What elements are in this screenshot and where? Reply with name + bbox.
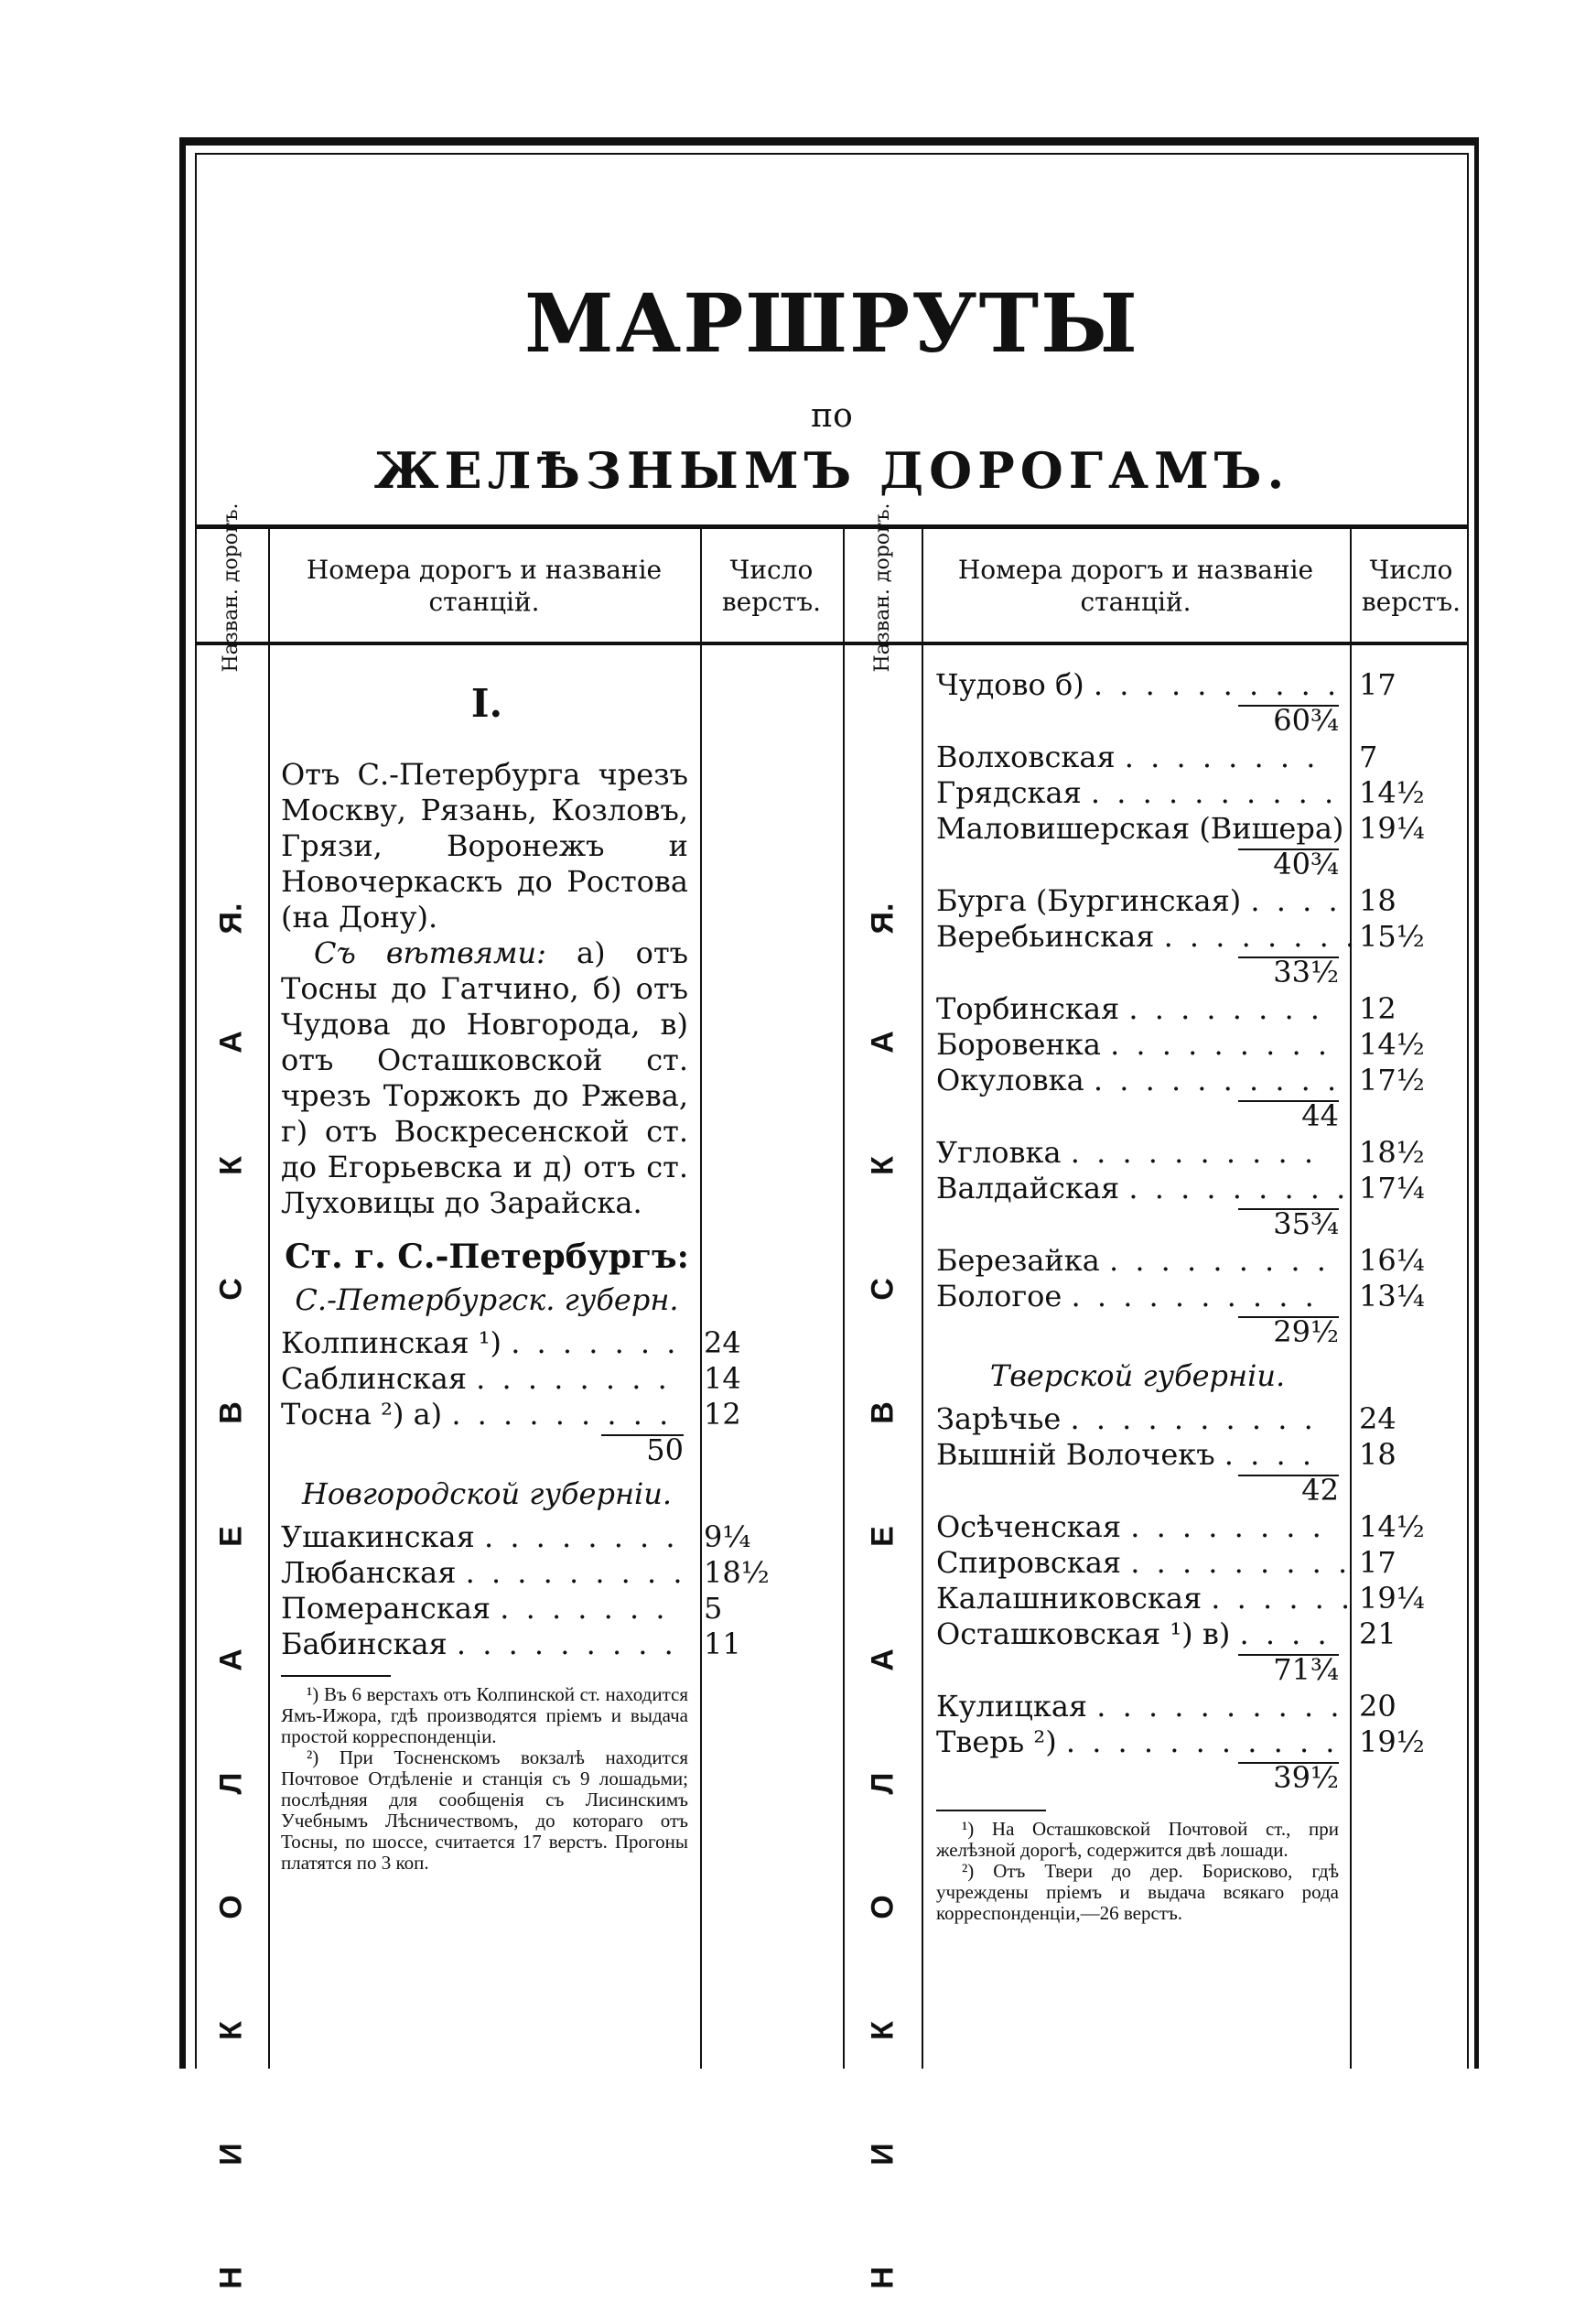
station-name: [936, 1243, 1339, 1279]
station-name-text: Волховская: [936, 740, 1116, 774]
station-name: [936, 667, 1339, 703]
station-name: [936, 1689, 1343, 1724]
versts-value: 17½: [1359, 1063, 1425, 1097]
station-row: [936, 1437, 1469, 1473]
station-row: [936, 1545, 1469, 1581]
leader-dots: . . . . . . . .: [1163, 919, 1359, 954]
station-row: [936, 883, 1469, 919]
sum-value: 50: [646, 1432, 684, 1467]
station-row: [936, 775, 1469, 811]
station-row: [936, 1689, 1469, 1724]
leader-dots: . . . . . . . .: [476, 1361, 671, 1396]
station-row: [936, 919, 1469, 955]
leader-dots: . . . . . . . . .: [465, 1555, 686, 1590]
gubernia-heading: С.-Петербургск. губерн.: [295, 1282, 679, 1317]
right-route-column: [936, 667, 1476, 1924]
station-name: [936, 1581, 1354, 1616]
leader-dots: . . . . . . . . . . .: [1065, 1724, 1339, 1759]
station-name: [936, 991, 1339, 1027]
leader-dots: . . . . . . . .: [1128, 991, 1323, 1026]
leader-dots: . . . .: [1250, 883, 1342, 918]
header-road-name-right: [848, 503, 918, 673]
station-row: [936, 1063, 1469, 1098]
versts-value: 9¼: [704, 1519, 751, 1554]
leader-dots: . . . . . . . . .: [1108, 1243, 1330, 1278]
versts-value: 18½: [1359, 1135, 1425, 1170]
station-group: [281, 1519, 839, 1662]
station-name-text: Померанская: [281, 1591, 491, 1626]
station-row: [936, 740, 1469, 775]
leader-dots: . . . . . . . . . .: [1090, 775, 1338, 810]
station-name: [936, 1545, 1352, 1581]
road-label-letter: С: [865, 1278, 900, 1301]
road-label-letter: К: [865, 1156, 900, 1175]
station-group: [281, 1325, 839, 1432]
versts-value: 19¼: [1359, 1581, 1425, 1616]
station-name-text: Зарѣчье: [936, 1401, 1062, 1436]
versts-value: 16¼: [1359, 1243, 1425, 1278]
station-name: [281, 1397, 684, 1432]
road-label-letter: В: [865, 1401, 900, 1424]
leader-dots: . . . . . . . . . .: [1071, 1279, 1318, 1313]
versts-value: 12: [1359, 991, 1396, 1026]
station-name-text: Маловишерская (Вишера): [936, 811, 1344, 846]
station-name-text: Бологое: [936, 1279, 1062, 1313]
page-inner-frame: [195, 153, 1469, 2289]
group-sum: [936, 1652, 1339, 1689]
left-route-column: [281, 667, 839, 1874]
station-name: [936, 1279, 1339, 1314]
leader-dots: . . . . . . . . .: [451, 1397, 673, 1432]
group-sum: [281, 1432, 684, 1469]
leader-dots: . . . . . . . .: [1130, 1509, 1325, 1544]
versts-value: 20: [1359, 1689, 1396, 1724]
versts-value: 12: [704, 1397, 741, 1432]
versts-value: 17: [1359, 667, 1396, 702]
station-row: [936, 1171, 1469, 1206]
road-label-letter: Я.: [865, 903, 900, 935]
sum-value: 40¾: [1273, 847, 1339, 881]
route-branches: [281, 935, 688, 1221]
road-label-letter: С: [213, 1278, 249, 1301]
station-row: [936, 811, 1469, 847]
road-label-letter: И: [213, 2143, 249, 2166]
station-name-text: Бурга (Бургинская): [936, 883, 1242, 918]
road-label-letter: Л: [213, 1772, 249, 1795]
station-group: [936, 1401, 1476, 1473]
station-name: [936, 740, 1339, 775]
versts-value: 15½: [1359, 919, 1425, 954]
versts-value: 19¼: [1359, 811, 1425, 846]
station-group: [936, 883, 1476, 955]
footnote: ¹) На Осташковской Почтовой ст., при желѣзной дорогѣ, содержится двѣ лошади.: [936, 1818, 1339, 1861]
group-sum: [936, 847, 1339, 883]
station-name-text: Чудово б): [936, 667, 1084, 702]
road-label-letter: Е: [865, 1526, 900, 1547]
sum-value: 35¾: [1273, 1206, 1339, 1241]
road-label-letter: Н: [865, 2266, 900, 2289]
leader-dots: . . . .: [1239, 1616, 1331, 1651]
station-name-text: Валдайская: [936, 1171, 1120, 1205]
route-description: Отъ С.-Петербурга чрезъ Москву, Рязань, Козловъ, Грязи, Воронежъ и Новочеркаскъ до Ростова (на Дону).: [281, 757, 688, 935]
station-row: [936, 667, 1469, 703]
page-frame: [179, 137, 1479, 2289]
station-name-text: Боровенка: [936, 1027, 1101, 1062]
station-name-text: Саблинская: [281, 1361, 467, 1396]
station-group: [936, 1689, 1476, 1760]
sum-value: 33½: [1273, 955, 1339, 989]
page-subtitle-po: по: [811, 397, 853, 435]
station-heading: Ст. г. С.-Петербургъ:: [285, 1238, 689, 1276]
station-name-text: Грядская: [936, 775, 1082, 810]
station-row: [281, 1397, 830, 1432]
leader-dots: . . . .: [1224, 1437, 1315, 1472]
leader-dots: . . . . . . .: [500, 1591, 669, 1626]
group-sum: [936, 1473, 1339, 1509]
header-versts-right: Число верстъ.: [1361, 555, 1461, 617]
col-divider: [843, 529, 845, 2069]
station-name: [936, 883, 1342, 919]
sum-value: 39½: [1273, 1760, 1339, 1795]
versts-value: 14½: [1359, 775, 1425, 810]
versts-value: 18: [1359, 1437, 1396, 1472]
leader-dots: . . . . . . . .: [483, 1519, 679, 1554]
footnote-rule: [281, 1675, 391, 1677]
versts-value: 24: [704, 1325, 741, 1360]
leader-dots: . . . . . .: [1211, 1581, 1354, 1616]
branches-text: а) отъ Тосны до Гатчино, б) отъ Чудова до Новгорода, в) отъ Осташковской ст. чрезъ Торжокъ до Ржева, г) отъ Воскресенской ст. до Егорьевска и д) отъ ст. Луховицы до Зарайска.: [281, 935, 689, 1220]
station-name: [936, 919, 1359, 955]
station-name-text: Торбинская: [936, 991, 1120, 1026]
station-name-text: Калашниковская: [936, 1581, 1202, 1616]
station-name-text: Ушакинская: [281, 1519, 475, 1554]
group-sum: [936, 1314, 1339, 1351]
sum-value: 71¾: [1273, 1652, 1339, 1687]
versts-value: 14½: [1359, 1509, 1425, 1544]
gubernia-heading: Тверской губерніи.: [989, 1358, 1286, 1393]
road-label-letter: А: [865, 1031, 900, 1054]
station-name: [936, 1401, 1339, 1437]
group-sum: [936, 955, 1339, 991]
leader-dots: . . . . . . . . . .: [1093, 667, 1341, 702]
station-row: [936, 1027, 1469, 1063]
group-sum: [936, 1760, 1339, 1797]
versts-value: 13¼: [1359, 1279, 1425, 1313]
header-road-name-label: Назван. дорогъ.: [219, 503, 243, 673]
page-title: МАРШРУТЫ: [524, 276, 1139, 371]
leader-dots: . . . . . . . . . .: [1070, 1401, 1317, 1436]
station-name-text: Осѣченская: [936, 1509, 1122, 1544]
station-name: [936, 1724, 1339, 1760]
station-name-text: Угловка: [936, 1135, 1062, 1170]
station-name-text: Вышній Волочекъ: [936, 1437, 1215, 1472]
station-name: [936, 775, 1339, 811]
station-row: [936, 991, 1469, 1027]
header-rule-top: [197, 524, 1467, 529]
station-row: [936, 1509, 1469, 1545]
sum-value: 60¾: [1273, 703, 1339, 738]
versts-value: 24: [1359, 1401, 1396, 1436]
road-label-letter: В: [213, 1401, 249, 1424]
road-label-letter: Я.: [213, 903, 249, 935]
col-divider: [268, 529, 270, 2069]
road-label-letter: К: [865, 2021, 900, 2040]
road-label-letter: О: [865, 1895, 900, 1919]
header-stations-right: Номера дорогъ и названіе станцій.: [957, 555, 1314, 617]
footnote-rule: [936, 1810, 1046, 1811]
road-label-letter: К: [213, 2021, 249, 2040]
station-name: [936, 1616, 1339, 1652]
leader-dots: . . . . . . . . . .: [1070, 1135, 1318, 1170]
station-row: [936, 1724, 1469, 1760]
gubernia-heading: Новгородской губерніи.: [301, 1476, 673, 1511]
leader-dots: . . . . . . . . . .: [1096, 1689, 1343, 1724]
station-name-text: Веребьинская: [936, 919, 1155, 954]
station-name: [281, 1555, 684, 1591]
station-name: [936, 1509, 1339, 1545]
route-number: I.: [470, 681, 503, 726]
station-name-text: Тверь ²): [936, 1724, 1057, 1759]
station-name-text: Тосна ²) а): [281, 1397, 443, 1432]
station-name: [281, 1627, 684, 1662]
station-name: [936, 1171, 1350, 1206]
station-group: [936, 991, 1476, 1098]
station-group: [936, 740, 1476, 847]
header-stations-left: Номера дорогъ и названіе станцій.: [306, 555, 663, 617]
road-label-right: [848, 654, 918, 2289]
station-row: [936, 1616, 1469, 1652]
station-name-text: Окуловка: [936, 1063, 1084, 1097]
group-sum: [936, 1098, 1339, 1135]
station-name-text: Кулицкая: [936, 1689, 1088, 1724]
station-name-text: Колпинская ¹): [281, 1325, 502, 1360]
road-label-letter: А: [213, 1648, 249, 1671]
leader-dots: . . . . . . . . . .: [1093, 1063, 1341, 1097]
station-name: [281, 1325, 684, 1361]
station-name: [281, 1361, 684, 1397]
versts-value: 17: [1359, 1545, 1396, 1580]
station-name: [936, 811, 1344, 847]
station-row: [281, 1591, 830, 1627]
station-row: [936, 1581, 1469, 1616]
header-rule-bottom: [197, 642, 1467, 645]
station-group: [936, 667, 1476, 703]
footnote: ¹) Въ 6 верстахъ отъ Колпинской ст. находится Ямъ-Ижора, гдѣ производятся пріемъ и выдача простой корреспонденціи.: [281, 1683, 688, 1747]
header-versts-left: Число верстъ.: [721, 555, 822, 617]
versts-value: 11: [704, 1627, 741, 1661]
leader-dots: . . . . . . . . .: [1128, 1171, 1350, 1205]
station-row: [281, 1325, 830, 1361]
road-label-letter: Л: [865, 1772, 900, 1795]
versts-value: 19½: [1359, 1724, 1425, 1759]
station-row: [281, 1361, 830, 1397]
road-label-letter: Н: [213, 2266, 249, 2289]
station-row: [281, 1627, 830, 1662]
station-row: [936, 1135, 1469, 1171]
road-label-letter: А: [213, 1031, 249, 1054]
road-label-letter: К: [213, 1156, 249, 1175]
footnote: ²) При Тосненскомъ вокзалѣ находится Почтовое Отдѣленіе и станція съ 9 лошадьми; послѣдняя для сообщенія съ Лисинскимъ Учебнымъ Лѣсничествомъ, до котораго отъ Тосны, по шоссе, считается 17 верстъ. Прогоны платятся по 3 коп.: [281, 1746, 688, 1874]
station-group: [936, 1243, 1476, 1314]
road-label-letter: И: [865, 2143, 900, 2166]
station-group: [936, 1509, 1476, 1652]
sum-value: 42: [1301, 1473, 1339, 1508]
station-name: [936, 1437, 1339, 1473]
road-label-letter: Е: [213, 1526, 249, 1547]
station-row: [936, 1401, 1469, 1437]
sum-value: 29½: [1273, 1314, 1339, 1349]
station-row: [936, 1279, 1469, 1314]
station-name: [936, 1063, 1339, 1098]
footnote: ²) Отъ Твери до дер. Борисково, гдѣ учреждены пріемъ и выдача всякаго рода корреспонденціи,—26 верстъ.: [936, 1860, 1339, 1924]
station-group: [936, 1135, 1476, 1206]
road-label-letter: О: [213, 1895, 249, 1919]
station-name: [281, 1519, 684, 1555]
station-name-text: Любанская: [281, 1555, 457, 1590]
leader-dots: . . . . . . .: [511, 1325, 680, 1360]
road-label-letter: А: [865, 1648, 900, 1671]
station-name-text: Спировская: [936, 1545, 1122, 1580]
leader-dots: . . . . . . . . .: [456, 1627, 677, 1661]
col-divider: [922, 529, 923, 2069]
header-road-name-label: Назван. дорогъ.: [870, 503, 894, 673]
leader-dots: . . . . . . . . .: [1130, 1545, 1352, 1580]
station-row: [281, 1555, 830, 1591]
sum-value: 44: [1301, 1098, 1339, 1133]
group-sum: [936, 703, 1339, 740]
station-name-text: Осташковская ¹) в): [936, 1616, 1231, 1651]
versts-value: 18: [1359, 883, 1396, 918]
branches-label: Съ вѣтвями:: [314, 935, 546, 970]
group-sum: [936, 1206, 1339, 1243]
header-road-name-left: [197, 503, 266, 673]
station-row: [936, 1243, 1469, 1279]
page-subtitle: ЖЕЛѢЗНЫМЪ ДОРОГАМЪ.: [373, 441, 1290, 500]
road-label-left: [197, 654, 266, 2289]
versts-value: 21: [1359, 1616, 1396, 1651]
versts-value: 7: [1359, 740, 1378, 774]
leader-dots: . . . . . . . .: [1124, 740, 1320, 774]
station-name: [936, 1027, 1339, 1063]
versts-value: 14: [704, 1361, 741, 1396]
versts-value: 14½: [1359, 1027, 1425, 1062]
station-name: [281, 1591, 684, 1627]
versts-value: 5: [704, 1591, 723, 1626]
station-name-text: Березайка: [936, 1243, 1100, 1278]
station-name-text: Бабинская: [281, 1627, 448, 1661]
station-row: [281, 1519, 830, 1555]
leader-dots: . . . . . . . . .: [1110, 1027, 1331, 1062]
station-name: [936, 1135, 1339, 1171]
versts-value: 18½: [704, 1555, 770, 1590]
versts-value: 17¼: [1359, 1171, 1425, 1205]
